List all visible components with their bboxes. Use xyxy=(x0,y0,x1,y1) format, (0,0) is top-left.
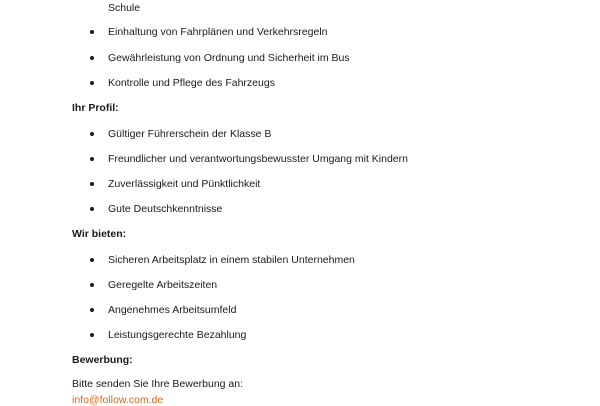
list-item: Freundlicher und verantwortungsbewusster Umgang mit Kindern xyxy=(108,153,408,165)
list-item: Geregelte Arbeitszeiten xyxy=(108,279,218,291)
bullet-icon xyxy=(90,56,94,60)
bullet-icon xyxy=(90,30,94,34)
section-heading-offer: Wir bieten: xyxy=(72,228,127,240)
list-item: Leistungsgerechte Bezahlung xyxy=(108,329,247,341)
email-link[interactable]: info@follow.com.de xyxy=(72,394,164,406)
list-item: Gewährleistung von Ordnung und Sicherheit im Bus xyxy=(108,52,350,64)
bullet-icon xyxy=(90,333,94,337)
list-item-continuation: Schule xyxy=(108,2,141,14)
list-item: Kontrolle und Pflege des Fahrzeugs xyxy=(108,77,275,89)
list-item: Sicheren Arbeitsplatz in einem stabilen Unternehmen xyxy=(108,254,355,266)
application-text: Bitte senden Sie Ihre Bewerbung an: xyxy=(72,378,244,390)
list-item: Gute Deutschkenntnisse xyxy=(108,203,223,215)
bullet-icon xyxy=(90,81,94,85)
list-item: Einhaltung von Fahrplänen und Verkehrsregeln xyxy=(108,26,328,38)
bullet-icon xyxy=(90,132,94,136)
bullet-icon xyxy=(90,283,94,287)
list-item: Angenehmes Arbeitsumfeld xyxy=(108,304,237,316)
bullet-icon xyxy=(90,157,94,161)
section-heading-application: Bewerbung: xyxy=(72,354,133,366)
list-item: Gültiger Führerschein der Klasse B xyxy=(108,128,272,140)
bullet-icon xyxy=(90,308,94,312)
bullet-icon xyxy=(90,258,94,262)
list-item: Zuverlässigkeit und Pünktlichkeit xyxy=(108,178,261,190)
section-heading-profile: Ihr Profil: xyxy=(72,102,119,114)
bullet-icon xyxy=(90,207,94,211)
bullet-icon xyxy=(90,182,94,186)
